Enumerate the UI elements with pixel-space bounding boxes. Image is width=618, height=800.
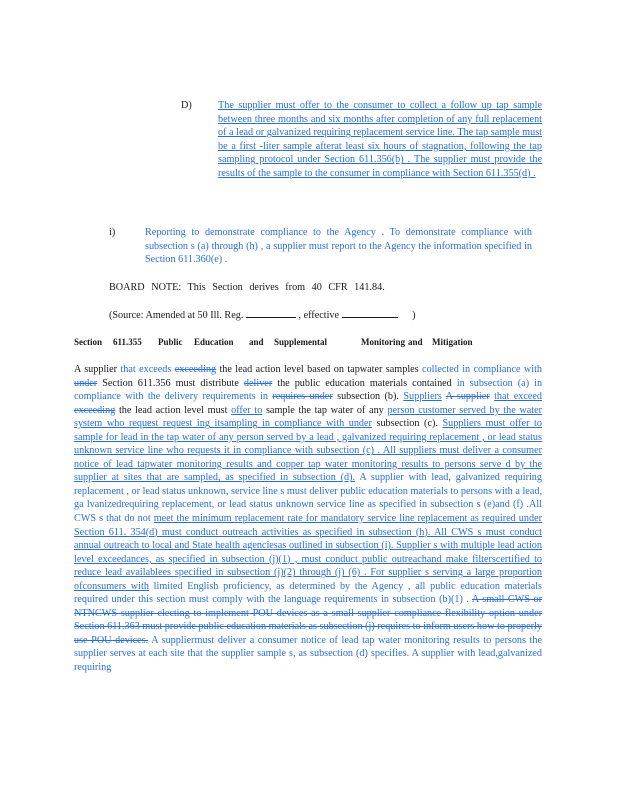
body-text-4: the lead action level based on tapwater samples xyxy=(219,364,419,375)
body-insert-27: A suppliermust deliver a consumer notice of lead tap water monitoring results to persons the supplier serves at each site that the supplier sample s, as subsection (d) specifies. A supplier with lead,galvanized requiring xyxy=(74,634,543,674)
heading-number: 611.355 xyxy=(113,337,142,347)
body-delete-16: exceeding xyxy=(74,404,116,416)
body-text-17: the lead action level must xyxy=(118,404,228,416)
body-delete-6: under xyxy=(74,377,98,389)
subsection-d-label: D) xyxy=(181,100,192,111)
body-delete-8: deliver xyxy=(243,377,273,389)
body-insert-2: that exceeds xyxy=(120,364,172,375)
source-middle: , effective xyxy=(298,310,340,321)
body-insert-18: offer to xyxy=(231,404,263,416)
body-text-9: the public education materials contained xyxy=(277,377,452,389)
heading-word-6: and xyxy=(408,337,423,347)
source-suffix: ) xyxy=(412,310,416,321)
body-insert-15: that exceed xyxy=(494,391,543,403)
body-insert-13: Suppliers xyxy=(403,391,442,403)
body-insert-5: collected in compliance with xyxy=(422,364,543,375)
body-insert-25: limited English proficiency, as determined by the Agency , all public education materials required under this section must comply with the language requirements in subsection (b)(1) . xyxy=(74,580,543,606)
body-delete-11: requires under xyxy=(272,391,333,403)
body-insert-23: A supplier with lead, galvanized requiring replacement , or lead status unknown, service line s must deliver public education materials to persons with a lead, ga lvanizedrequiring replacement, or lead status unknown service line as specified in subsection s (e)and (f) .All CWS s that do not xyxy=(74,472,542,525)
heading-word-4: Supplemental xyxy=(274,337,328,347)
source-line xyxy=(109,308,509,323)
body-text-1: A supplier xyxy=(74,364,118,375)
body-insert-10: in subsection (a) in compliance with the delivery requirements in xyxy=(74,377,543,403)
board-note: BOARD NOTE: This Section derives from 40 CFR 141.84. xyxy=(109,282,385,293)
heading-word-2: Education xyxy=(194,337,234,347)
heading-word-3: and xyxy=(249,337,264,347)
body-paragraph xyxy=(74,363,542,675)
register-blank xyxy=(246,308,296,318)
body-insert-20: person customer served by the water system who request request ing itsampling in compliance with under xyxy=(74,404,543,430)
body-delete-14: A supplier xyxy=(445,391,490,403)
body-text-21: subsection (c). xyxy=(376,418,438,430)
body-insert-22: Suppliers must offer to sample for lead in the tap water of any person served by a lead , galvanized requiring replacement , or lead status unknown service line who requests it in compliance with subsection (c) . All suppliers must deliver a consumer notice of lead tapwater monitoring results and copper tap water monitoring results to persons serve d by the supplier at sites that are sampled, as specified in subsection (d). xyxy=(74,418,542,484)
source-prefix: (Source: Amended at 50 Ill. Reg. xyxy=(109,310,244,321)
subsection-d-text: The supplier must offer to the consumer to collect a follow up tap sample between three months and six months after completion of any full replacement of a lead or galvanized requiring replacement service line. The tap sample must be a first -liter sample afterat least six hours of stagnation, following the tap sampling protocol under Section 611.356(b) . The supplier must provide the results of the sample to the consumer in compliance with Section 611.355(d) . xyxy=(218,100,542,179)
body-text-19: sample the tap water of any xyxy=(265,404,384,416)
heading-section: Section xyxy=(74,337,102,347)
body-text-7: Section 611.356 must distribute xyxy=(102,377,239,389)
body-delete-3: exceeding xyxy=(174,364,217,375)
effective-date-blank xyxy=(342,308,398,318)
body-insert-24: meet the minimum replacement rate for mandatory service line replacement as required under Section 611. 354(d) must conduct outreach activities as specified in subsection (h). All CWS s must conduct annual outreach to local and State health agenciesas outlined in subsection (i). Supplier s with multiple lead action level exceedances, as specified in subsection (j)(1) , must conduct public outreachand make filterscertified to reduce lead availablees specified in subsection (j)(2) through (j) (6) . For supplier s serving a large proportion ofconsumers with xyxy=(74,513,543,592)
heading-word-7: Mitigation xyxy=(432,337,473,347)
heading-word-5: Monitoring xyxy=(361,337,405,347)
subsection-i-label: i) xyxy=(109,227,116,238)
body-delete-26: A small CWS or NTNCWS supplier electing to implement POU devices as a small supplier compliance flexibility option under Section 611.363 must provide public education materials as subsection (j) requires to inform users how to properly use POU devices. xyxy=(74,594,542,646)
subsection-i-text: Reporting to demonstrate compliance to the Agency . To demonstrate compliance with subsection s (a) through (h) , a supplier must report to the Agency the information specified in Section 611.360(e) . xyxy=(145,227,532,266)
heading-word-1: Public xyxy=(158,337,183,347)
body-text-12: subsection (b). xyxy=(337,391,399,403)
